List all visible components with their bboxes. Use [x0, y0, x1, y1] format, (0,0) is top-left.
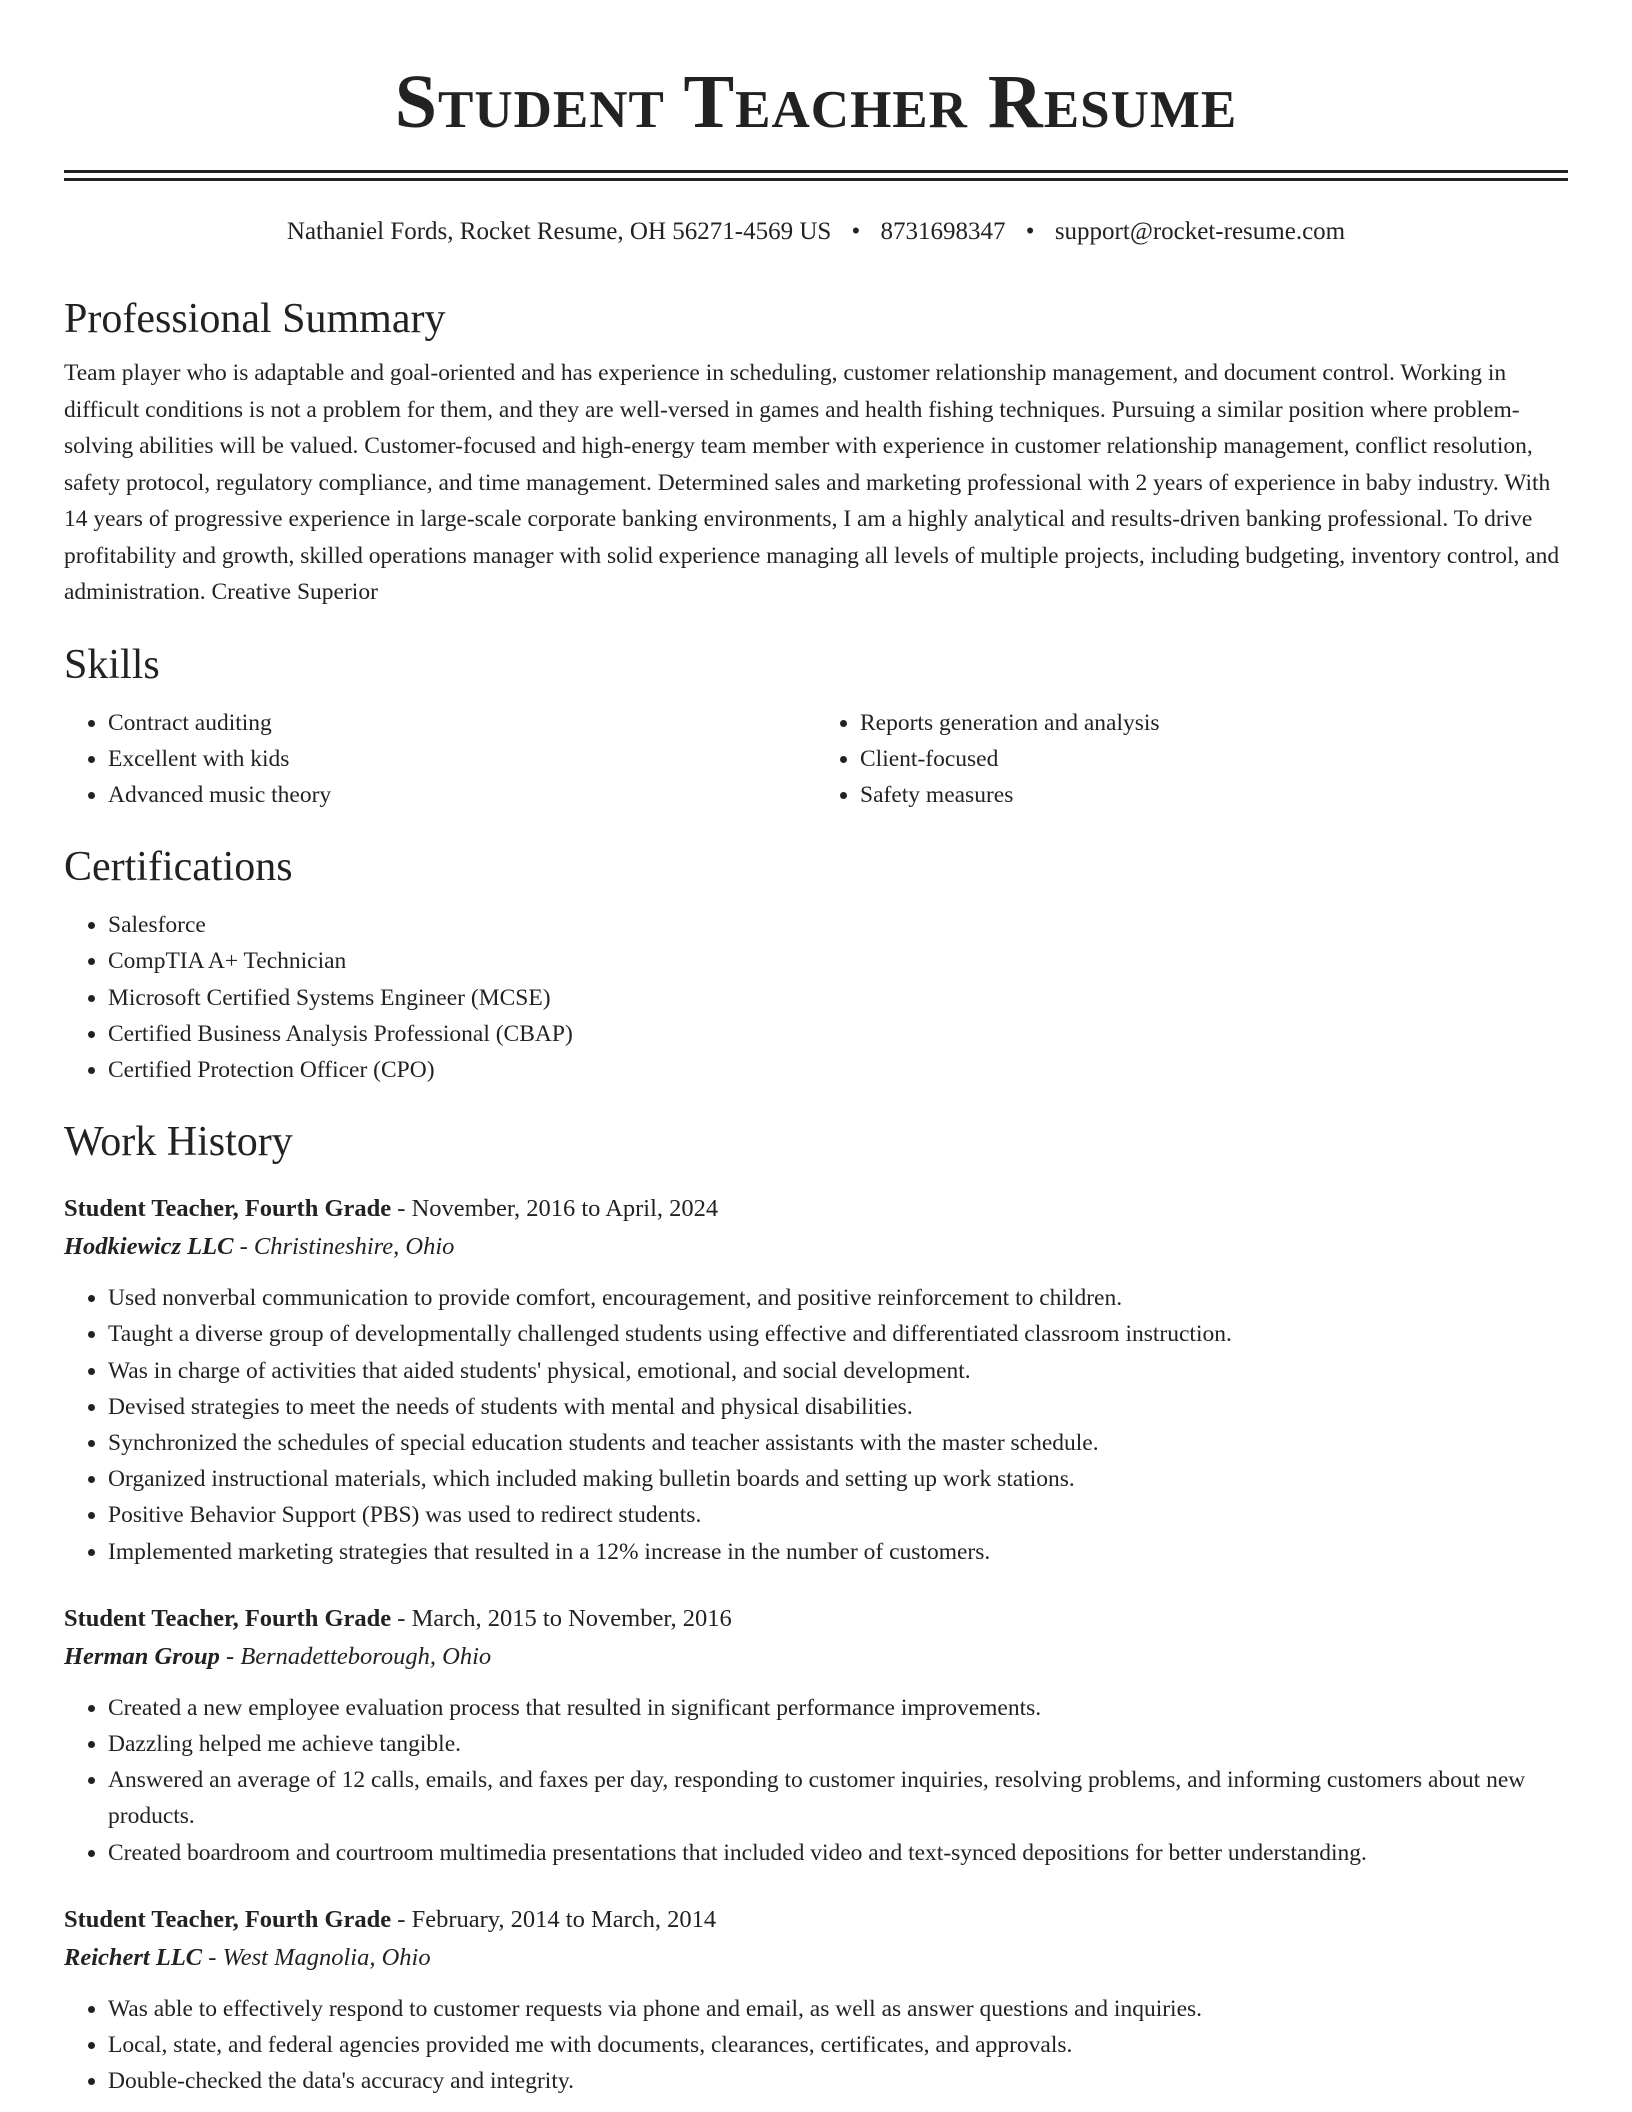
skills-list-right — [816, 705, 1568, 814]
job-company-line: Herman Group - Bernadetteborough, Ohio — [64, 1642, 492, 1670]
job-bullet: • Devised strategies to meet the needs of students with mental and physical disabilities. — [108, 1389, 1568, 1425]
job-bullet: • Taught a diverse group of developmentally challenged students using effective and differentiated classroom instruction. — [108, 1316, 1568, 1352]
job-bullet: • Used nonverbal communication to provide comfort, encouragement, and positive reinforcement to children. — [108, 1280, 1568, 1316]
summary-heading: Professional Summary — [64, 296, 446, 342]
contact-separator: • — [851, 218, 861, 245]
skill-item: • Reports generation and analysis — [860, 705, 1568, 741]
job-entry — [64, 1901, 1568, 2100]
skills-section — [64, 639, 1568, 814]
job-title: Student Teacher, Fourth Grade — [64, 1604, 392, 1632]
job-bullet: • Was in charge of activities that aided students' physical, emotional, and social development. — [108, 1353, 1568, 1389]
certification-item: • Certified Protection Officer (CPO) — [108, 1052, 1568, 1088]
skill-item: • Safety measures — [860, 777, 1568, 813]
job-title-line: Student Teacher, Fourth Grade - November, 2016 to April, 2024 — [64, 1195, 719, 1223]
job-bullet: • Positive Behavior Support (PBS) was used to redirect students. — [108, 1497, 1568, 1533]
job-bullet: • Implemented marketing strategies that resulted in a 12% increase in the number of customers. — [108, 1534, 1568, 1570]
skill-item: • Excellent with kids — [108, 741, 816, 777]
title-divider — [64, 170, 1568, 181]
job-location: Bernadetteborough, Ohio — [240, 1642, 492, 1670]
work-history-heading: Work History — [64, 1119, 293, 1166]
skill-item: • Advanced music theory — [108, 777, 816, 813]
contact-separator: • — [1025, 218, 1035, 245]
job-title-line: Student Teacher, Fourth Grade - February, 2014 to March, 2014 — [64, 1905, 717, 1933]
job-bullet: • Local, state, and federal agencies provided me with documents, clearances, certificates, and approvals. — [108, 2027, 1568, 2063]
job-dates: March, 2015 to November, 2016 — [411, 1604, 732, 1632]
job-dates: November, 2016 to April, 2024 — [411, 1195, 719, 1223]
skill-item: • Contract auditing — [108, 705, 816, 741]
job-bullet: • Dazzling helped me achieve tangible. — [108, 1726, 1568, 1762]
work-history-section — [64, 1116, 1568, 2099]
job-bullets — [64, 1991, 1568, 2100]
job-bullet: • Synchronized the schedules of special education students and teacher assistants with the master schedule. — [108, 1425, 1568, 1461]
summary-section — [64, 293, 1568, 611]
job-title: Student Teacher, Fourth Grade — [64, 1195, 392, 1223]
job-company: Herman Group — [64, 1642, 220, 1670]
job-bullets — [64, 1690, 1568, 1871]
job-title: Student Teacher, Fourth Grade — [64, 1905, 392, 1933]
certifications-list — [64, 907, 1568, 1088]
job-bullet: • Organized instructional materials, which included making bulletin boards and setting up work stations. — [108, 1461, 1568, 1497]
job-dates: February, 2014 to March, 2014 — [411, 1905, 717, 1933]
skill-item: • Client-focused — [860, 741, 1568, 777]
job-location: Christineshire, Ohio — [253, 1233, 455, 1261]
resume-title: Student Teacher Resume — [394, 60, 1238, 144]
job-bullet: • Answered an average of 12 calls, emails, and faxes per day, responding to customer inquiries, resolving problems, and informing customers about new products. — [108, 1762, 1568, 1834]
certification-item: • Certified Business Analysis Professional (CBAP) — [108, 1016, 1568, 1052]
job-company: Reichert LLC — [64, 1943, 203, 1971]
certification-item: • Microsoft Certified Systems Engineer (MCSE) — [108, 980, 1568, 1016]
certifications-section — [64, 841, 1568, 1088]
job-bullet: • Was able to effectively respond to customer requests via phone and email, as well as answer questions and inquiries. — [108, 1991, 1568, 2027]
job-title-line: Student Teacher, Fourth Grade - March, 2015 to November, 2016 — [64, 1604, 732, 1632]
job-bullet: • Created boardroom and courtroom multimedia presentations that included video and text-synced depositions for better understanding. — [108, 1835, 1568, 1871]
skills-list-left — [64, 705, 816, 814]
job-location: West Magnolia, Ohio — [222, 1943, 431, 1971]
job-company-line: Reichert LLC - West Magnolia, Ohio — [64, 1943, 431, 1971]
certification-item: • Salesforce — [108, 907, 1568, 943]
job-bullet: • Created a new employee evaluation process that resulted in significant performance improvements. — [108, 1690, 1568, 1726]
job-company-line: Hodkiewicz LLC - Christineshire, Ohio — [64, 1233, 455, 1261]
contact-line — [64, 215, 1568, 249]
job-entry — [64, 1190, 1568, 1570]
contact-email: support@rocket-resume.com — [1054, 218, 1346, 245]
job-company: Hodkiewicz LLC — [64, 1233, 234, 1261]
contact-phone: 8731698347 — [880, 218, 1006, 245]
certification-item: • CompTIA A+ Technician — [108, 943, 1568, 979]
skills-grid — [64, 691, 1568, 814]
skills-heading: Skills — [64, 641, 160, 688]
summary-text: Team player who is adaptable and goal-oriented and has experience in scheduling, customer relationship management, and document control. Working in difficult conditions is not a problem for them, and they are well-versed in games and health fishing techniques. Pursuing a similar position where problem-solving abilities will be valued. Customer-focused and high-energy team member with experience in customer relationship management, conflict resolution, safety protocol, regulatory compliance, and time management. Determined sales and marketing professional with 2 years of experience in baby industry. With 14 years of progressive experience in large-scale corporate banking environments, I am a highly analytical and results-driven banking professional. To drive profitability and growth, skilled operations manager with solid experience managing all levels of multiple projects, including budgeting, inventory control, and administration. Creative Superior — [64, 360, 1560, 605]
certifications-heading: Certifications — [64, 844, 293, 891]
job-bullet: • Double-checked the data's accuracy and integrity. — [108, 2063, 1568, 2099]
job-bullets — [64, 1280, 1568, 1570]
job-entry — [64, 1600, 1568, 1871]
contact-address: Nathaniel Fords, Rocket Resume, OH 56271-4569 US — [286, 218, 832, 245]
